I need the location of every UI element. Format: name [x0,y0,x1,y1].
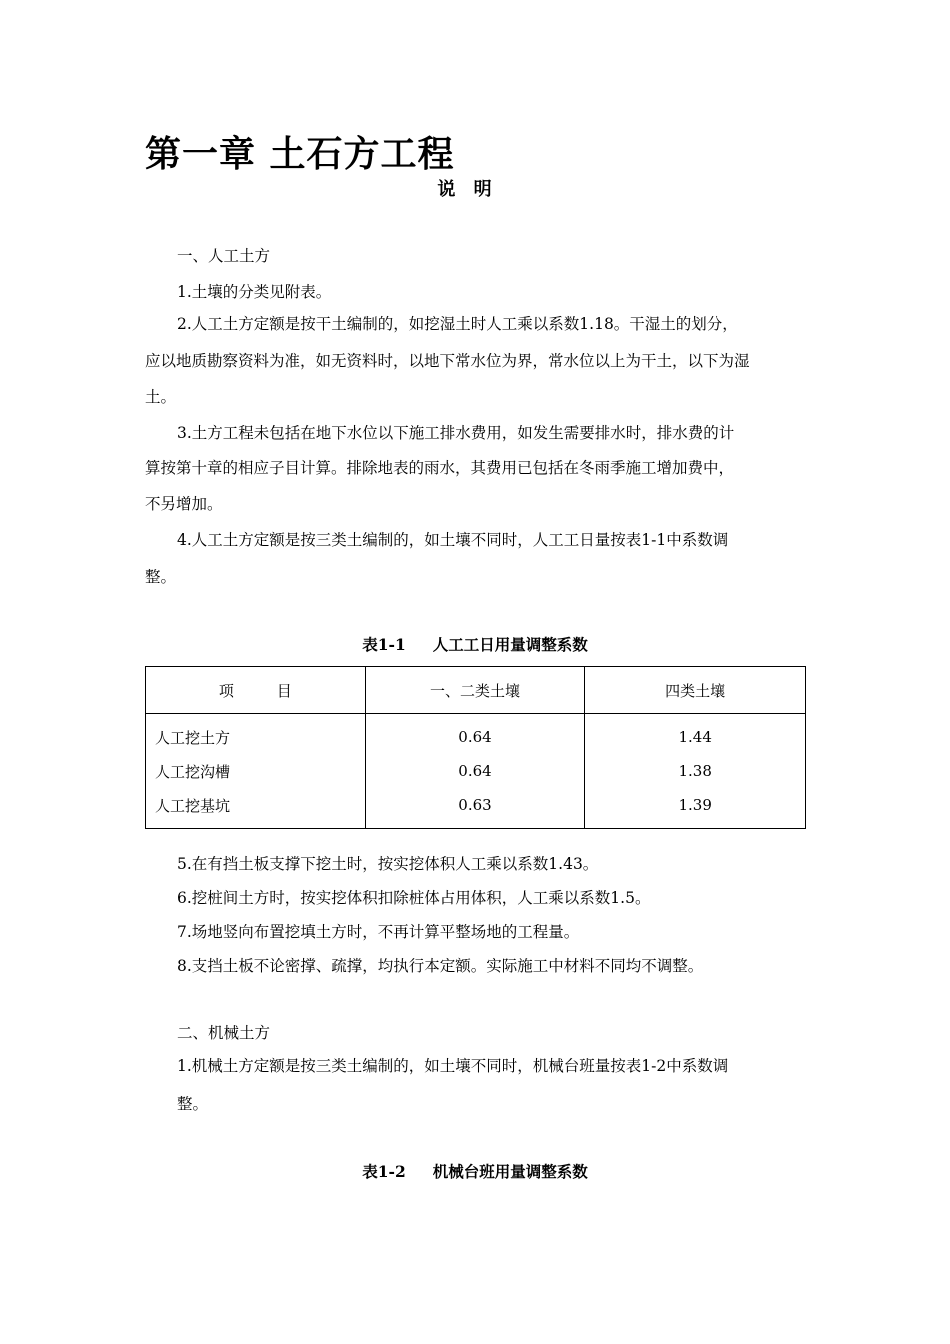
table-cell: 0.64 [365,714,585,755]
paragraph-3-line-3: 不另增加。 [145,495,223,513]
table-header-cell: 一、二类土壤 [365,667,585,714]
chapter-title: 第一章 土石方工程 [145,133,455,175]
paragraph-2-line-3: 土。 [145,388,177,406]
part1-heading: 一、人工土方 [177,247,271,265]
paragraph-8: 8.支挡土板不论密撑、疏撑，均执行本定额。实际施工中材料不同均不调整。 [177,957,704,975]
table-cell: 0.64 [365,754,585,788]
coefficient-table-1 [145,666,806,829]
paragraph-2-line-1: 2.人工土方定额是按干土编制的，如挖湿土时人工乘以系数1.18。干湿土的划分， [177,315,738,333]
paragraph-5: 5.在有挡土板支撑下挖土时，按实挖体积人工乘以系数1.43。 [177,855,599,873]
table-row [146,714,806,755]
table-cell: 1.38 [585,754,806,788]
paragraph-3-line-1: 3.土方工程未包括在地下水位以下施工排水费用，如发生需要排水时，排水费的计 [177,424,735,442]
table-header-cell: 项 目 [146,667,366,714]
part2-paragraph-1-line-2: 整。 [177,1095,209,1113]
part2-paragraph-1-line-1: 1.机械土方定额是按三类土编制的，如土壤不同时，机械台班量按表1-2中系数调 [177,1057,729,1075]
table-cell: 0.63 [365,788,585,829]
table-cell: 1.44 [585,714,806,755]
table-cell: 人工挖基坑 [146,788,366,829]
part2-heading: 二、机械土方 [177,1024,271,1042]
table2-caption: 表1-2 机械台班用量调整系数 [362,1162,588,1181]
table-row [146,788,806,829]
table1-caption: 表1-1 人工工日用量调整系数 [362,635,588,654]
paragraph-4-line-2: 整。 [145,568,177,586]
table-cell: 人工挖沟槽 [146,754,366,788]
table-cell: 人工挖土方 [146,714,366,755]
paragraph-1: 1.土壤的分类见附表。 [177,283,332,301]
table-header-row [146,667,806,714]
table-header-cell: 四类土壤 [585,667,806,714]
paragraph-3-line-2: 算按第十章的相应子目计算。排除地表的雨水，其费用已包括在冬雨季施工增加费中， [145,459,735,477]
paragraph-4-line-1: 4.人工土方定额是按三类土编制的，如土壤不同时，人工工日量按表1-1中系数调 [177,531,729,549]
paragraph-7: 7.场地竖向布置挖填土方时，不再计算平整场地的工程量。 [177,923,580,941]
paragraph-2-line-2: 应以地质勘察资料为准，如无资料时，以地下常水位为界，常水位以上为干土，以下为湿 [145,352,750,370]
table-cell: 1.39 [585,788,806,829]
paragraph-6: 6.挖桩间土方时，按实挖体积扣除桩体占用体积，人工乘以系数1.5。 [177,889,651,907]
table-row [146,754,806,788]
section-title: 说 明 [437,179,498,200]
